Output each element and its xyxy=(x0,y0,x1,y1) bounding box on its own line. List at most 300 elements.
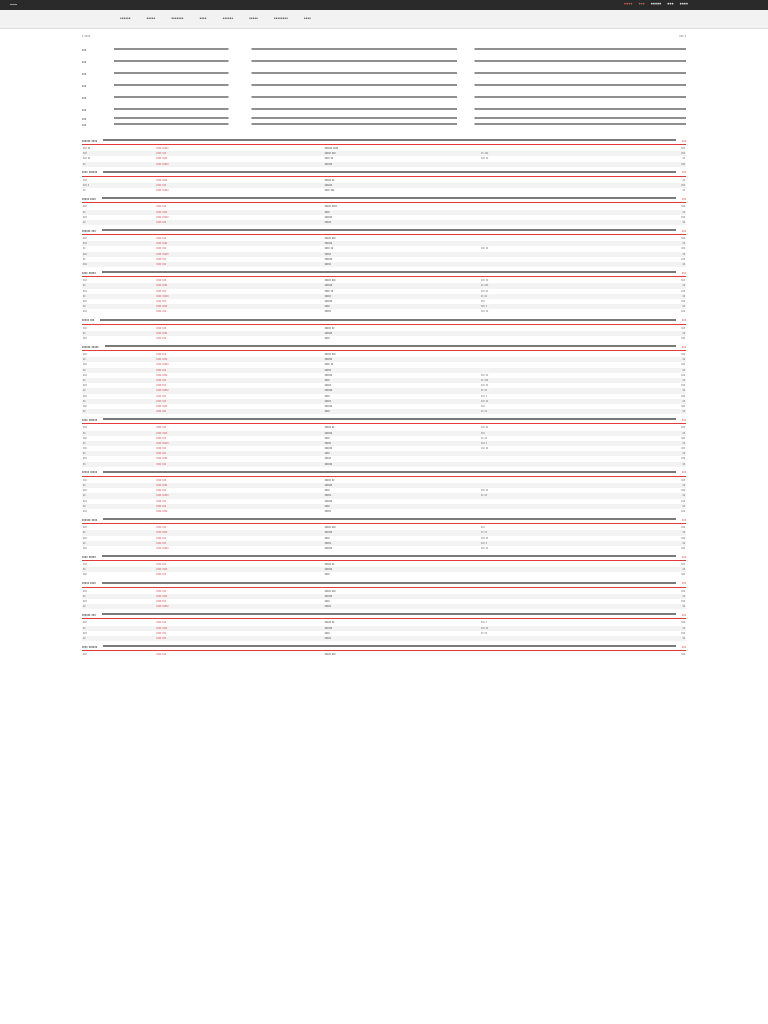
row-note: •• •• xyxy=(480,294,613,299)
row-value: ••• xyxy=(681,256,685,261)
row-link[interactable]: •••• ••• xyxy=(156,535,167,540)
section-title[interactable]: ••••• •••• xyxy=(82,580,96,586)
row-code: •• xyxy=(82,504,155,509)
row-note: •• •• xyxy=(480,409,613,414)
row-code: •• xyxy=(82,541,155,546)
row-code: •• xyxy=(82,399,155,404)
row-link[interactable]: •••• ••••• xyxy=(156,545,169,550)
row-link[interactable]: •••• ••• xyxy=(156,393,167,398)
table-row[interactable] xyxy=(82,220,686,225)
section-divider xyxy=(82,560,686,561)
intro-line xyxy=(82,43,686,55)
section-divider xyxy=(82,176,686,177)
row-link[interactable]: •••• ••• xyxy=(155,541,323,546)
heading-rule xyxy=(102,555,676,557)
row-link[interactable]: •••• •••• xyxy=(156,156,168,161)
row-link[interactable]: •••• ••• xyxy=(156,477,167,482)
section-tag[interactable]: ••• xyxy=(681,553,686,559)
row-link[interactable]: •••• •••• xyxy=(156,508,168,513)
row-link[interactable]: •••• •••• xyxy=(155,431,323,436)
row-code: ••• xyxy=(83,236,87,241)
section-title[interactable]: •••• •••••• xyxy=(82,416,98,422)
row-description: •••••• xyxy=(324,298,333,303)
row-value: ••• xyxy=(681,588,685,593)
row-code: •• xyxy=(82,604,155,609)
row-value: •• xyxy=(682,177,685,182)
row-code: •• xyxy=(82,567,155,572)
section-tag[interactable]: ••• xyxy=(681,137,686,143)
row-code: ••• xyxy=(83,456,87,461)
row-code: •• xyxy=(82,210,155,215)
row-link[interactable]: •••• ••• xyxy=(156,204,167,209)
row-link[interactable]: •••• •••• xyxy=(155,567,323,572)
section-tag[interactable]: ••• xyxy=(681,195,686,201)
row-code: ••• xyxy=(83,477,87,482)
row-link[interactable]: •••• ••• xyxy=(156,446,167,451)
row-link[interactable]: •••• •••• xyxy=(156,372,168,377)
section-tag[interactable]: ••• xyxy=(681,516,686,522)
top-link-4[interactable]: ••• xyxy=(667,2,674,8)
table-row[interactable] xyxy=(82,604,686,609)
subnav-item[interactable]: ••••• xyxy=(249,16,258,22)
row-value: •• xyxy=(613,294,686,299)
row-description: ••••• •••• xyxy=(324,204,337,209)
section-divider xyxy=(82,587,686,588)
row-link[interactable]: •••• ••• xyxy=(156,498,167,503)
row-code: ••• xyxy=(83,435,87,440)
row-link[interactable]: •••• ••• xyxy=(156,572,167,577)
row-description: •••• •• xyxy=(324,246,334,251)
row-value: •• xyxy=(682,188,685,193)
row-link[interactable]: •••• •••• xyxy=(156,403,168,408)
row-link[interactable]: •••• ••• xyxy=(156,488,167,493)
row-link[interactable]: •••• •••• xyxy=(155,283,323,288)
section-title[interactable]: •••• •••••• xyxy=(82,643,98,649)
table-row[interactable] xyxy=(82,652,686,657)
row-code: ••• •• xyxy=(83,156,91,161)
top-link-5[interactable]: •••• xyxy=(679,2,688,8)
heading-rule xyxy=(102,271,676,273)
row-note xyxy=(480,604,613,609)
row-description: •••• xyxy=(324,504,480,509)
row-link[interactable]: •••• ••• xyxy=(156,278,167,283)
section xyxy=(82,611,686,641)
row-link[interactable]: •••• •••• xyxy=(155,357,323,362)
section-divider xyxy=(82,144,686,145)
subnav-item[interactable]: •••••• xyxy=(120,16,131,22)
table-row[interactable] xyxy=(82,636,686,641)
section-tag[interactable]: ••• xyxy=(681,643,686,649)
row-link[interactable]: •••• ••• xyxy=(156,562,167,567)
row-description: •••• xyxy=(324,409,480,414)
row-link[interactable]: •••• ••• xyxy=(156,236,167,241)
row-link[interactable]: •••• ••• xyxy=(155,151,323,156)
row-code: •• xyxy=(82,388,155,393)
heading-rule xyxy=(102,229,676,231)
row-link[interactable]: •••• ••• xyxy=(156,620,167,625)
table-row[interactable] xyxy=(82,188,686,193)
row-note: •• ••• xyxy=(480,283,613,288)
section-tag[interactable]: ••• xyxy=(681,269,686,275)
section-title[interactable]: •••••• ••• xyxy=(82,611,96,617)
row-value: ••• xyxy=(681,236,685,241)
row-description: •••••• xyxy=(324,431,480,436)
table-row[interactable] xyxy=(82,509,686,514)
row-link[interactable]: •••• ••• xyxy=(155,636,323,641)
row-code: ••• xyxy=(83,652,87,657)
row-link[interactable]: •••• ••• xyxy=(156,298,167,303)
row-value: •• xyxy=(613,483,686,488)
row-code: ••• xyxy=(83,372,87,377)
section-table xyxy=(82,146,686,167)
row-link[interactable]: •••• •••• xyxy=(155,594,323,599)
row-note: ••• •• xyxy=(481,278,489,283)
subnav-item[interactable]: ••••••• xyxy=(171,16,184,22)
row-code: •• xyxy=(82,530,155,535)
row-code: ••• xyxy=(83,309,87,314)
row-link[interactable]: •••• •••• xyxy=(155,304,323,309)
row-note: ••• • xyxy=(480,541,613,546)
table-row[interactable] xyxy=(82,162,686,167)
intro-lead: ••• xyxy=(82,115,87,121)
site-logo[interactable]: — xyxy=(10,1,18,8)
row-code: ••• xyxy=(83,525,87,530)
row-note: ••• •• xyxy=(481,383,489,388)
row-note xyxy=(480,336,613,341)
row-link[interactable]: •••• ••• xyxy=(156,246,167,251)
row-value: ••• xyxy=(681,383,685,388)
section-heading xyxy=(82,137,686,143)
row-link[interactable]: •••• •••• xyxy=(155,530,323,535)
row-code: •• xyxy=(82,368,155,373)
section-heading xyxy=(82,553,686,559)
text-line xyxy=(114,96,686,98)
row-link[interactable]: •••• ••• xyxy=(156,383,167,388)
row-link[interactable]: •••• •••• xyxy=(156,456,168,461)
section-tag[interactable]: ••• xyxy=(681,469,686,475)
section-table xyxy=(82,652,686,657)
breadcrumb-right[interactable]: ••• • xyxy=(679,33,686,38)
row-value: ••• xyxy=(681,508,685,513)
row-note: ••• •• xyxy=(480,626,613,631)
section-table xyxy=(82,478,686,514)
table-row[interactable] xyxy=(82,462,686,467)
row-code: •• xyxy=(82,462,155,467)
row-value: •• xyxy=(613,441,686,446)
row-description: ••••• xyxy=(324,220,480,225)
row-note: ••• •• xyxy=(481,156,489,161)
row-value: ••• xyxy=(681,362,685,367)
section-divider xyxy=(82,650,686,651)
row-value: •• xyxy=(613,388,686,393)
row-code: ••• xyxy=(83,393,87,398)
top-link-2[interactable]: ••• xyxy=(638,2,645,8)
section xyxy=(82,195,686,225)
intro-lead: ••• xyxy=(82,58,87,64)
heading-rule xyxy=(103,645,676,647)
row-description: •••••• xyxy=(324,331,480,336)
row-link[interactable]: •••• ••• xyxy=(156,288,167,293)
row-value: ••• xyxy=(681,372,685,377)
intro-lead: ••• xyxy=(82,82,87,88)
row-value: •• xyxy=(613,636,686,641)
heading-rule xyxy=(103,171,676,173)
section-tag[interactable]: ••• xyxy=(681,611,686,617)
row-note: •• •• xyxy=(480,388,613,393)
row-code: •• xyxy=(82,357,155,362)
row-note xyxy=(480,636,613,641)
row-link[interactable]: •••• •••• xyxy=(155,626,323,631)
section-title[interactable]: •••••• ••• xyxy=(82,227,96,233)
row-note: •• •• xyxy=(481,435,488,440)
section-heading xyxy=(82,580,686,586)
row-code: ••• xyxy=(83,498,87,503)
row-value: •• xyxy=(613,530,686,535)
row-note xyxy=(480,509,613,514)
row-note: ••• xyxy=(480,431,613,436)
intro-line xyxy=(82,67,686,79)
section-table xyxy=(82,236,686,267)
subnav-item[interactable]: •••••• xyxy=(222,16,234,22)
row-description: ••••• xyxy=(324,493,480,498)
row-description: ••••• ••• xyxy=(324,352,336,357)
row-link[interactable]: •••• ••• xyxy=(156,352,167,357)
row-note xyxy=(480,188,613,193)
row-description: •••••• xyxy=(324,530,480,535)
section-tag[interactable]: ••• xyxy=(681,416,686,422)
row-description: •••••• xyxy=(324,446,333,451)
section-tag[interactable]: ••• xyxy=(681,580,686,586)
section xyxy=(82,580,686,610)
heading-rule xyxy=(102,613,676,615)
row-description: ••••• xyxy=(324,508,331,513)
row-code: ••• xyxy=(83,508,87,513)
row-value: •• xyxy=(613,462,686,467)
section-title[interactable]: •••••• ••••• xyxy=(82,343,99,349)
row-link[interactable]: •••• ••• xyxy=(156,425,167,430)
text-line xyxy=(114,48,686,50)
intro-lead: ••• xyxy=(82,70,87,76)
section-tag[interactable]: ••• xyxy=(681,169,686,175)
row-link[interactable]: •••• ••••• xyxy=(155,441,323,446)
row-link[interactable]: •••• ••• xyxy=(155,262,323,267)
row-code: •• xyxy=(82,483,155,488)
row-link[interactable]: •••• ••• xyxy=(155,378,323,383)
row-link[interactable]: •••• ••••• xyxy=(155,162,323,167)
text-line xyxy=(114,117,686,119)
row-description: •••••• •••• xyxy=(324,146,339,150)
top-link-1[interactable]: •••• xyxy=(624,2,633,8)
row-note: ••• • xyxy=(480,304,613,309)
row-description: ••••• xyxy=(324,604,480,609)
table-row[interactable] xyxy=(82,572,686,577)
section-heading xyxy=(82,227,686,233)
row-description: ••••• ••• xyxy=(324,236,336,241)
row-link[interactable]: •••• ••• xyxy=(155,409,323,414)
section xyxy=(82,416,686,467)
row-link[interactable]: •••• •••• xyxy=(155,483,323,488)
section-heading xyxy=(82,469,686,475)
subnav-item[interactable]: •••• xyxy=(303,16,311,22)
section xyxy=(82,137,686,167)
section-title[interactable]: ••••• ••• xyxy=(82,317,95,322)
row-code: ••• xyxy=(83,278,87,283)
row-link[interactable]: •••• ••••• xyxy=(156,362,169,367)
section-title[interactable]: ••••• ••••• xyxy=(82,469,98,475)
section-tag[interactable]: ••• xyxy=(681,227,686,233)
row-description: •••••• xyxy=(324,498,333,503)
table-row[interactable] xyxy=(82,262,686,267)
row-link[interactable]: •••• ••• xyxy=(155,451,323,456)
section-tag[interactable]: ••• xyxy=(681,317,686,322)
row-link[interactable]: •••• ••• xyxy=(156,599,167,603)
row-link[interactable]: •••• ••••• xyxy=(156,214,169,219)
row-value: ••• xyxy=(681,146,685,150)
row-code: ••• xyxy=(83,288,87,293)
row-link[interactable]: •••• ••••• xyxy=(155,388,323,393)
row-link[interactable]: •••• ••• xyxy=(156,309,167,314)
row-note: ••• •• xyxy=(481,545,489,550)
row-link[interactable]: •••• •••• xyxy=(155,331,323,336)
row-code: ••• xyxy=(82,262,155,267)
row-link[interactable]: •••• ••• xyxy=(156,525,167,530)
row-code: ••• xyxy=(83,352,87,357)
sub-navigation xyxy=(0,10,768,29)
row-code: •• xyxy=(82,431,155,436)
row-value: •• xyxy=(613,604,686,609)
section-divider xyxy=(82,276,686,277)
row-link[interactable]: •••• ••• xyxy=(156,435,167,440)
section-title[interactable]: •••• ••••• xyxy=(82,553,96,559)
row-value: ••• xyxy=(681,288,685,293)
row-note: ••• • xyxy=(480,441,613,446)
row-code: •• xyxy=(82,304,155,309)
row-link[interactable]: •••• ••• xyxy=(155,368,323,373)
row-link[interactable]: •••• •••• xyxy=(155,241,323,246)
text-line xyxy=(114,84,686,86)
row-link[interactable]: •••• •••• xyxy=(155,210,323,215)
section-title[interactable]: •••• •••••• xyxy=(82,169,98,175)
row-value: ••• xyxy=(681,525,685,530)
row-link[interactable]: •••• ••••• xyxy=(156,146,169,150)
row-value: ••• xyxy=(681,545,685,550)
subnav-item[interactable]: •••••••• xyxy=(273,16,288,22)
section-title[interactable]: •••••• •••• xyxy=(82,137,98,143)
section-heading xyxy=(82,269,686,275)
section-tag[interactable]: ••• xyxy=(681,343,686,349)
intro-line xyxy=(82,91,686,103)
row-description: •••• xyxy=(324,451,480,456)
row-note: ••• •• xyxy=(481,309,489,314)
table-row[interactable] xyxy=(82,309,686,314)
row-link[interactable]: •••• ••• xyxy=(155,462,323,467)
page-content xyxy=(82,29,686,657)
table-row[interactable] xyxy=(82,409,686,414)
section-table xyxy=(82,178,686,194)
section xyxy=(82,269,686,314)
row-link[interactable]: •••• ••• xyxy=(156,325,167,330)
row-link[interactable]: •••• ••• xyxy=(155,399,323,404)
row-description: ••••• xyxy=(324,383,331,388)
row-code: ••• xyxy=(83,214,87,219)
row-code: ••• xyxy=(83,177,87,182)
row-link[interactable]: •••• ••••• xyxy=(155,252,323,257)
row-link[interactable]: •••• ••• xyxy=(156,588,167,593)
row-link[interactable]: •••• ••• xyxy=(155,220,323,225)
row-value: ••• xyxy=(681,425,685,430)
row-link[interactable]: •••• ••••• xyxy=(155,294,323,299)
row-note: •• •• xyxy=(481,630,488,635)
heading-rule xyxy=(103,518,676,520)
section-heading xyxy=(82,343,686,349)
top-link-3[interactable]: ••••• xyxy=(650,2,662,8)
row-description: •••••• xyxy=(324,545,333,550)
row-description: ••••• ••• xyxy=(324,525,336,530)
row-value: •• xyxy=(613,626,686,631)
row-code: ••• xyxy=(82,252,155,257)
row-note xyxy=(480,462,613,467)
section-title[interactable]: •••• ••••• xyxy=(82,269,96,275)
text-line xyxy=(114,108,686,110)
row-code: •• xyxy=(82,441,155,446)
row-link[interactable]: •••• ••• xyxy=(156,256,167,261)
section-heading xyxy=(82,317,686,323)
section-title[interactable]: •••••• •••• xyxy=(82,516,98,522)
table-row[interactable] xyxy=(82,336,686,341)
row-note: •• •• xyxy=(480,530,613,535)
row-code: ••• xyxy=(83,335,87,340)
row-link[interactable]: •••• ••• xyxy=(156,652,167,657)
row-description: •••••• xyxy=(324,183,480,188)
row-description: •••• •• xyxy=(324,156,334,161)
row-note: ••• •• xyxy=(481,288,489,293)
row-description: ••••• xyxy=(324,636,480,641)
row-value: ••• xyxy=(681,214,685,219)
section-heading xyxy=(82,611,686,617)
row-link[interactable]: •••• ••• xyxy=(156,630,167,635)
row-description: ••••• ••• xyxy=(324,652,336,657)
row-value: ••• xyxy=(681,572,685,577)
intro-line xyxy=(82,55,686,67)
row-description: •••••• xyxy=(324,241,480,246)
row-value: ••• xyxy=(681,652,685,657)
subnav-item[interactable]: •••• xyxy=(199,16,207,22)
row-link[interactable]: •••• ••• xyxy=(156,335,167,340)
row-link[interactable]: •••• ••••• xyxy=(155,604,323,609)
row-link[interactable]: •••• ••••• xyxy=(156,188,169,193)
row-link[interactable]: •••• ••• xyxy=(155,504,323,509)
row-value: ••• xyxy=(681,403,685,408)
row-description: •••• xyxy=(324,630,330,635)
row-link[interactable]: •••• ••• xyxy=(155,183,323,188)
breadcrumb-left[interactable]: • •••• xyxy=(82,33,91,38)
row-code: ••• xyxy=(83,204,87,209)
row-code: ••• xyxy=(83,599,87,603)
section-table xyxy=(82,278,686,314)
row-link[interactable]: •••• •••• xyxy=(156,177,168,182)
row-description: •••••• xyxy=(324,388,480,393)
row-description: •••••• xyxy=(324,256,333,261)
row-description: ••••• xyxy=(324,541,480,546)
subnav-item[interactable]: ••••• xyxy=(146,16,156,22)
table-row[interactable] xyxy=(82,546,686,551)
text-line xyxy=(114,72,686,74)
row-description: •••••• xyxy=(324,283,480,288)
row-link[interactable]: •••• ••••• xyxy=(155,493,323,498)
row-code: ••• xyxy=(82,241,155,246)
section-title[interactable]: ••••• •••• xyxy=(82,195,96,201)
row-description: •••••• xyxy=(324,214,333,219)
